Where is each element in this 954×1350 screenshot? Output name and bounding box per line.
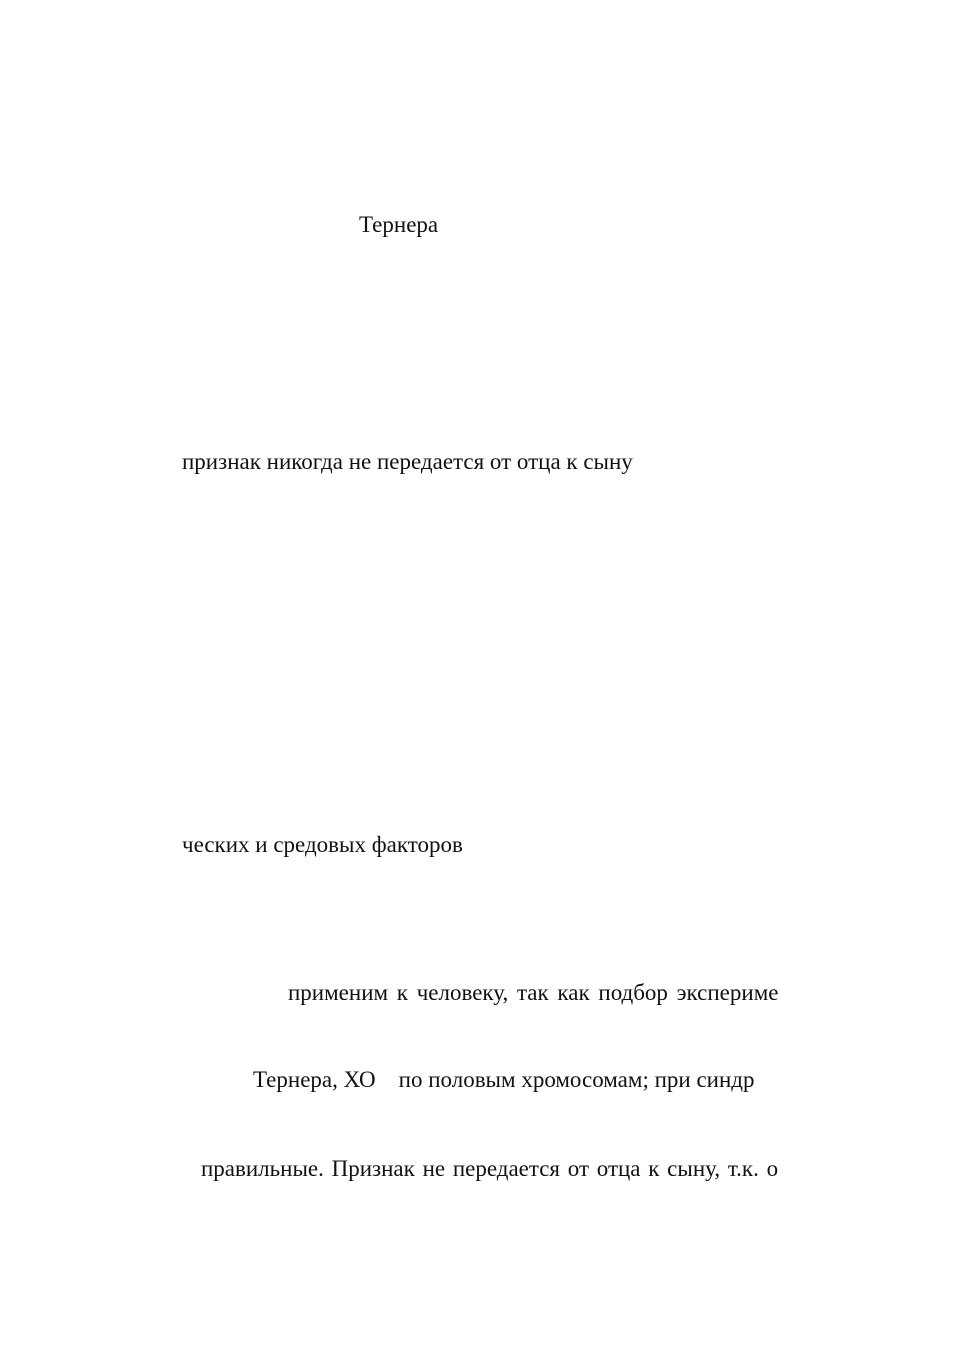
text-line: Тернера, ХО по половым хромосомам; при синдр	[253, 1067, 755, 1092]
text-line: ческих и средовых факторов	[182, 832, 463, 857]
text-line: Тернера	[359, 212, 439, 237]
text-line: правильные. Признак не передается от отца к сыну, т.к. о	[201, 1156, 779, 1181]
text-line: применим к человеку, так как подбор экспериме	[288, 980, 779, 1005]
text-line: признак никогда не передается от отца к сыну	[182, 449, 633, 474]
